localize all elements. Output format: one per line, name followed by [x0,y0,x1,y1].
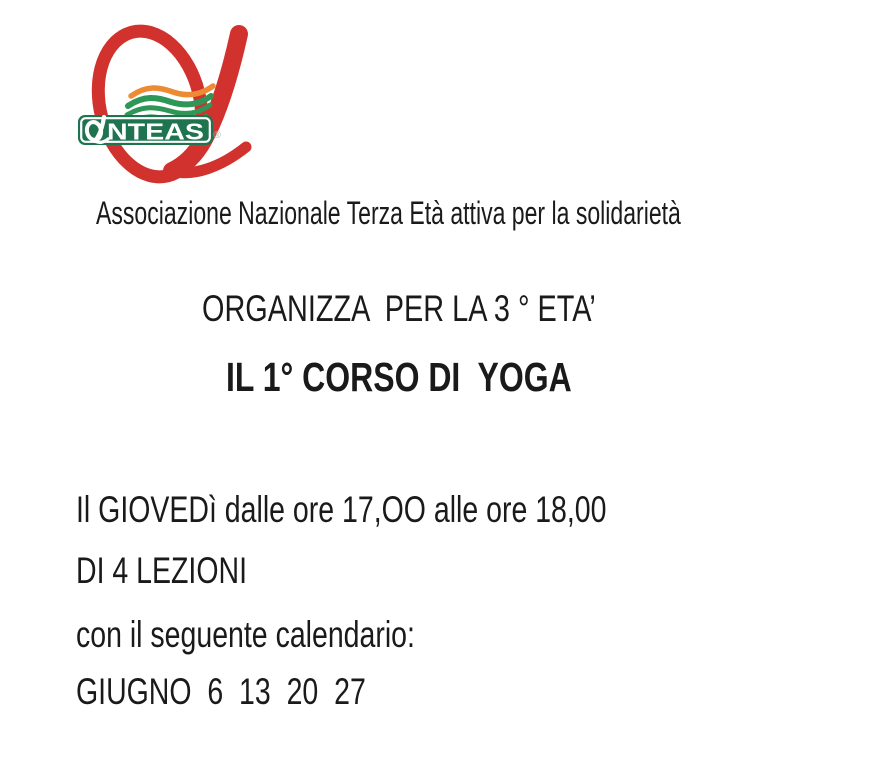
lessons-line: DI 4 LEZIONI [76,550,247,591]
logo-letter-a [84,20,246,188]
logo-badge [78,115,222,145]
calendar-dates-line: GIUGNO 6 13 20 27 [76,671,366,712]
course-title: IL 1° CORSO DI YOGA [226,354,572,400]
registered-mark: ® [213,130,221,141]
anteas-logo [0,0,300,200]
organizza-line: ORGANIZZA PER LA 3 ° ETA’ [202,288,596,329]
calendar-intro-line: con il seguente calendario: [76,614,415,655]
association-name-line: Associazione Nazionale Terza Età attiva per la solidarietà [96,195,681,231]
schedule-line: Il GIOVEDì dalle ore 17,OO alle ore 18,00 [76,489,607,530]
badge-letters: NTEAS [107,118,204,145]
